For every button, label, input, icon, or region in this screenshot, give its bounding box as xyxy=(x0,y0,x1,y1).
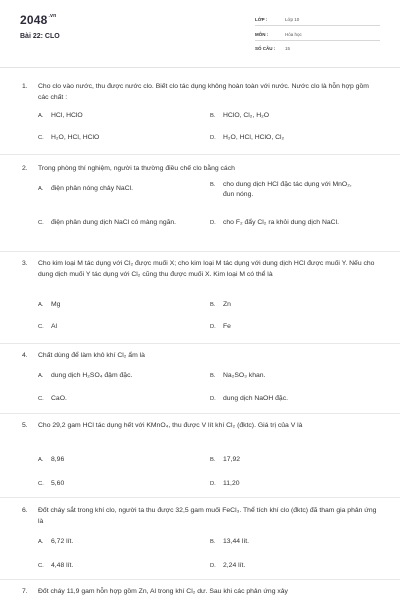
meta-divider xyxy=(255,40,380,41)
answer-option-c[interactable] xyxy=(38,133,203,155)
option-letter: A. xyxy=(38,113,44,119)
option-text: Na₂SO₃ khan. xyxy=(223,372,266,379)
option-letter: D. xyxy=(210,220,216,226)
answer-option-b[interactable] xyxy=(210,300,375,322)
answer-option-a[interactable] xyxy=(38,300,203,322)
question-number: 4. xyxy=(22,352,28,359)
option-text: 4,48 lít. xyxy=(51,562,74,569)
question-number: 5. xyxy=(22,422,28,429)
question-stem: Trong phòng thí nghiệm, người ta thường điều chế clo bằng cách xyxy=(38,165,235,172)
option-text: CaO. xyxy=(51,395,67,402)
question-stem: Chất dùng để làm khô khí Cl₂ ẩm là xyxy=(38,352,145,359)
option-text: điện phân nóng chảy NaCl. xyxy=(51,185,133,192)
answer-option-d[interactable] xyxy=(210,218,375,240)
option-text: dung dịch NaOH đặc. xyxy=(223,395,288,402)
option-text: cho dung dịch HCl đặc tác dụng với MnO₂, đun nóng. xyxy=(223,181,352,198)
option-letter: A. xyxy=(38,302,44,308)
question-divider xyxy=(0,251,400,252)
answer-option-c[interactable] xyxy=(38,322,203,344)
option-letter: D. xyxy=(210,563,216,569)
answer-option-a[interactable] xyxy=(38,184,203,206)
meta-subject-value: Hóa học xyxy=(285,32,302,37)
option-letter: C. xyxy=(38,563,44,569)
answer-option-b[interactable] xyxy=(210,111,375,133)
option-text: 2,24 lít. xyxy=(223,562,246,569)
option-letter: A. xyxy=(38,186,44,192)
option-text: 11,20 xyxy=(223,480,240,487)
answer-option-b[interactable] xyxy=(210,537,375,559)
meta-subject-label: MÔN : xyxy=(255,32,269,37)
meta-divider xyxy=(255,25,380,26)
question-divider xyxy=(0,413,400,414)
answer-option-c[interactable] xyxy=(38,218,203,240)
option-text: Al xyxy=(51,323,58,330)
meta-count-label: SỐ CÂU : xyxy=(255,46,276,51)
page-header xyxy=(0,0,400,68)
option-letter: C. xyxy=(38,135,44,141)
option-letter: B. xyxy=(210,457,216,463)
option-letter: D. xyxy=(210,324,216,330)
option-text: 8,96 xyxy=(51,456,65,463)
question-stem: Đốt cháy sắt trong khí clo, người ta thu được 32,5 gam muối FeCl₃. Thể tích khí clo (đktc) đã tham gia phản ứng là xyxy=(38,507,377,525)
answer-option-a[interactable] xyxy=(38,111,203,133)
option-letter: D. xyxy=(210,135,216,141)
question-divider xyxy=(0,154,400,155)
option-text: 13,44 lít. xyxy=(223,538,250,545)
option-text: 6,72 lít. xyxy=(51,538,74,545)
question-number: 6. xyxy=(22,507,28,514)
answer-option-a[interactable] xyxy=(38,371,203,393)
question-stem: Cho 29,2 gam HCl tác dụng hết với KMnO₄, thu được V lít khí Cl₂ (đktc). Giá trị của V là xyxy=(38,422,303,429)
option-text: HClO, Cl₂, H₂O xyxy=(223,112,270,119)
option-letter: C. xyxy=(38,396,44,402)
answer-option-d[interactable] xyxy=(210,133,375,155)
option-text: cho F₂ đẩy Cl₂ ra khỏi dung dịch NaCl. xyxy=(223,219,339,226)
answer-option-b[interactable] xyxy=(210,180,375,202)
option-letter: A. xyxy=(38,539,44,545)
option-letter: D. xyxy=(210,396,216,402)
option-text: dung dịch H₂SO₄ đậm đặc. xyxy=(51,372,133,379)
meta-class-value: Lớp 10 xyxy=(285,17,300,22)
question-stem: Cho kim loại M tác dụng với Cl₂ được muối X; cho kim loại M tác dụng với dung dịch HCl được muối Y. Nếu cho dung dịch muối Y tác dụng với Cl₂ cũng thu được muối X. Kim loại M có thể là xyxy=(38,260,375,278)
option-text: 17,92 xyxy=(223,456,241,463)
logo-domain: .vn xyxy=(48,13,57,19)
answer-option-d[interactable] xyxy=(210,322,375,344)
option-letter: A. xyxy=(38,373,44,379)
logo-text: 2048 xyxy=(20,13,48,27)
option-letter: C. xyxy=(38,220,44,226)
question-divider xyxy=(0,497,400,498)
option-letter: B. xyxy=(210,182,216,188)
option-letter: C. xyxy=(38,324,44,330)
lesson-title: Bài 22: CLO xyxy=(20,33,60,40)
header-divider xyxy=(0,67,400,68)
question-number: 1. xyxy=(22,83,28,90)
meta-subject xyxy=(255,32,302,37)
option-letter: B. xyxy=(210,113,216,119)
meta-class-label: LỚP : xyxy=(255,17,268,22)
option-text: Fe xyxy=(223,323,231,330)
option-text: H₂O, HCl, HClO xyxy=(51,134,100,141)
answer-option-b[interactable] xyxy=(210,371,375,393)
option-text: H₂O, HCl, HClO, Cl₂ xyxy=(223,134,285,141)
option-text: Mg xyxy=(51,301,61,308)
meta-class xyxy=(255,17,299,22)
question-number: 7. xyxy=(22,588,28,595)
option-letter: B. xyxy=(210,539,216,545)
option-text: điện phân dung dịch NaCl có màng ngăn. xyxy=(51,219,177,226)
question-number: 3. xyxy=(22,260,28,267)
option-letter: B. xyxy=(210,373,216,379)
question-divider xyxy=(0,579,400,580)
option-text: HCl, HClO xyxy=(51,112,83,119)
option-letter: C. xyxy=(38,481,44,487)
option-letter: D. xyxy=(210,481,216,487)
option-letter: B. xyxy=(210,302,216,308)
question-divider xyxy=(0,343,400,344)
option-text: Zn xyxy=(223,301,231,308)
answer-option-a[interactable] xyxy=(38,537,203,559)
question-stem: Đốt cháy 11,9 gam hỗn hợp gồm Zn, Al trong khí Cl₂ dư. Sau khi các phản ứng xảy xyxy=(38,588,288,595)
site-logo[interactable] xyxy=(20,13,56,27)
question-stem: Cho clo vào nước, thu được nước clo. Biết clo tác dụng không hoàn toàn với nước. Nước clo là hỗn hợp gồm các chất : xyxy=(38,83,369,101)
option-text: 5,60 xyxy=(51,480,65,487)
option-letter: A. xyxy=(38,457,44,463)
answer-option-b[interactable] xyxy=(210,455,375,477)
question-number: 2. xyxy=(22,165,28,172)
meta-count xyxy=(255,46,290,51)
meta-count-value: 15 xyxy=(285,46,291,51)
answer-option-a[interactable] xyxy=(38,455,203,477)
